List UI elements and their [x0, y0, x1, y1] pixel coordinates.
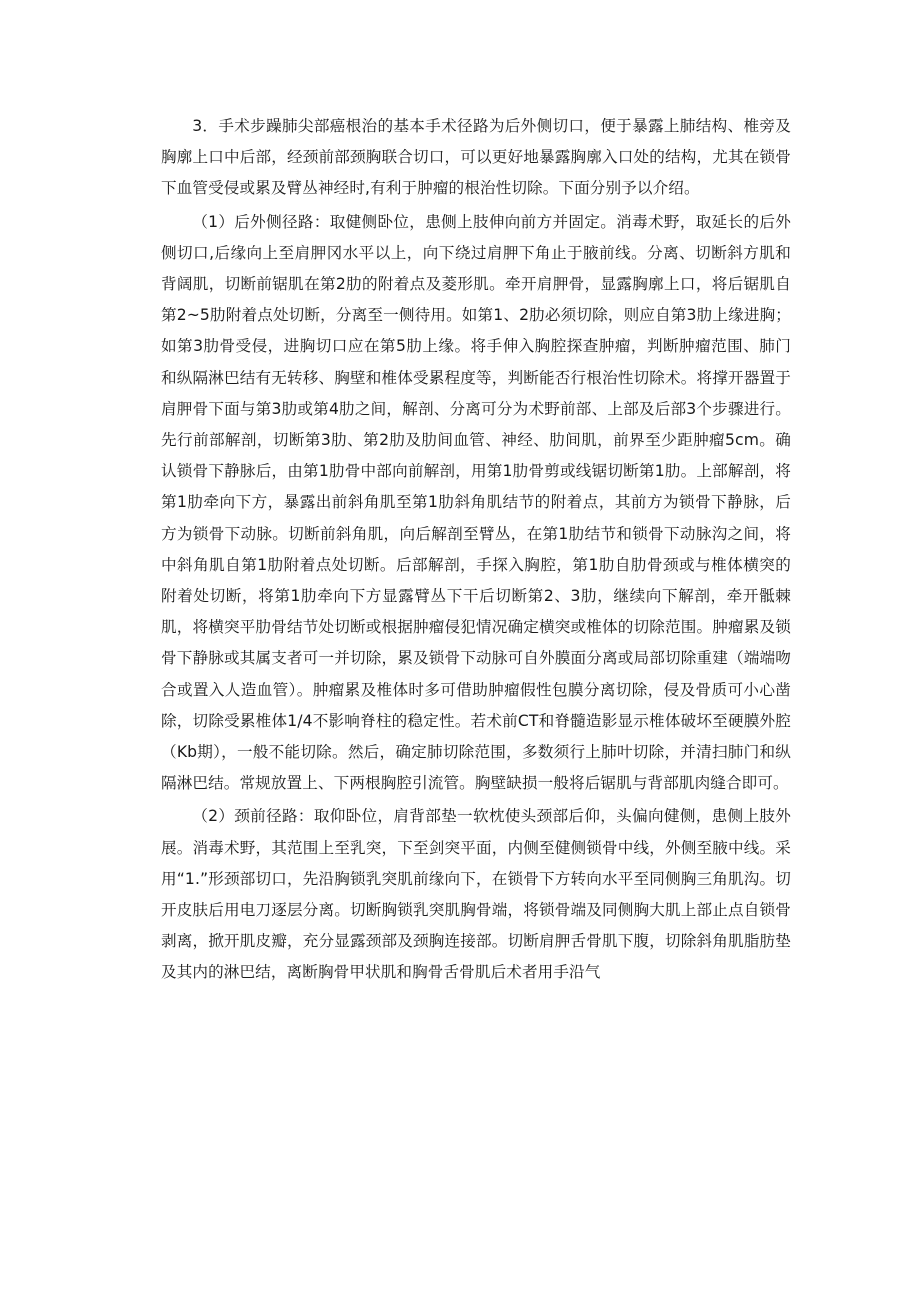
- paragraph-anterior-cervical-approach: （2）颈前径路：取仰卧位，肩背部垫一软枕使头颈部后仰，头偏向健侧，患侧上肢外展。消毒术野，其范围上至乳突，下至剑突平面，内侧至健侧锁骨中线，外侧至腋中线。采用“1.”形颈部切口，先沿胸锁乳突肌前缘向下，在锁骨下方转向水平至同侧胸三角肌沟。切开皮肤后用电刀逐层分离。切断胸锁乳突肌胸骨端，将锁骨端及同侧胸大肌上部止点自锁骨剥离，掀开肌皮瓣，充分显露颈部及颈胸连接部。切断肩胛舌骨肌下腹，切除斜角肌脂肪垫及其内的淋巴结，离断胸骨甲状肌和胸骨舌骨肌后术者用手沿气: [161, 807, 791, 982]
- paragraph-posterolateral-approach: （1）后外侧径路：取健侧卧位，患侧上肢伸向前方并固定。消毒术野，取延长的后外侧切口,后缘向上至肩胛冈水平以上，向下绕过肩胛下角止于腋前线。分离、切断斜方肌和背阔肌，切断前锯肌在第2肋的附着点及菱形肌。牵开肩胛骨，显露胸廓上口，将后锯肌自第2~5肋附着点处切断，分离至一侧待用。如第1、2肋必须切除，则应自第3肋上缘进胸；如第3肋骨受侵，进胸切口应在第5肋上缘。将手伸入胸腔探查肿瘤，判断肿瘤范围、肺门和纵隔淋巴结有无转移、胸壁和椎体受累程度等，判断能否行根治性切除术。将撑开器置于肩胛骨下面与第3肋或第4肋之间，解剖、分离可分为术野前部、上部及后部3个步骤进行。先行前部解剖，切断第3肋、第2肋及肋间血管、神经、肋间肌，前界至少距肿瘤5cm。确认锁骨下静脉后，由第1肋骨中部向前解剖，用第1肋骨剪或线锯切断第1肋。上部解剖，将第1肋牵向下方，暴露出前斜角肌至第1肋斜角肌结节的附着点，其前方为锁骨下静脉，后方为锁骨下动脉。切断前斜角肌，向后解剖至臂丛，在第1肋结节和锁骨下动脉沟之间，将中斜角肌自第1肋附着点处切断。后部解剖，手探入胸腔，第1肋自肋骨颈或与椎体横突的附着处切断，将第1肋牵向下方显露臂丛下干后切断第2、3肋，继续向下解剖，牵开骶棘肌，将横突平肋骨结节处切断或根据肿瘤侵犯情况确定横突或椎体的切除范围。肿瘤累及锁骨下静脉或其属支者可一并切除，累及锁骨下动脉可自外膜面分离或局部切除重建（端端吻合或置入人造血管）。肿瘤累及椎体时多可借助肿瘤假性包膜分离切除，侵及骨质可小心凿除，切除受累椎体1/4不影响脊柱的稳定性。若术前CT和脊髓造影显示椎体破坏至硬膜外腔（Kb期），一般不能切除。然后，确定肺切除范围，多数须行上肺叶切除，并清扫肺门和纵隔淋巴结。常规放置上、下两根胸腔引流管。胸壁缺损一般将后锯肌与背部肌肉缝合即可。: [161, 212, 791, 793]
- paragraph-surgical-steps: 3．手术步躁肺尖部癌根治的基本手术径路为后外侧切口，便于暴露上肺结构、椎旁及胸廓上口中后部，经颈前部颈胸联合切口，可以更好地暴露胸廓入口处的结构，尤其在锁骨下血管受侵或累及臂丛神经时,有利于肿瘤的根治性切除。下面分别予以介绍。: [161, 117, 791, 198]
